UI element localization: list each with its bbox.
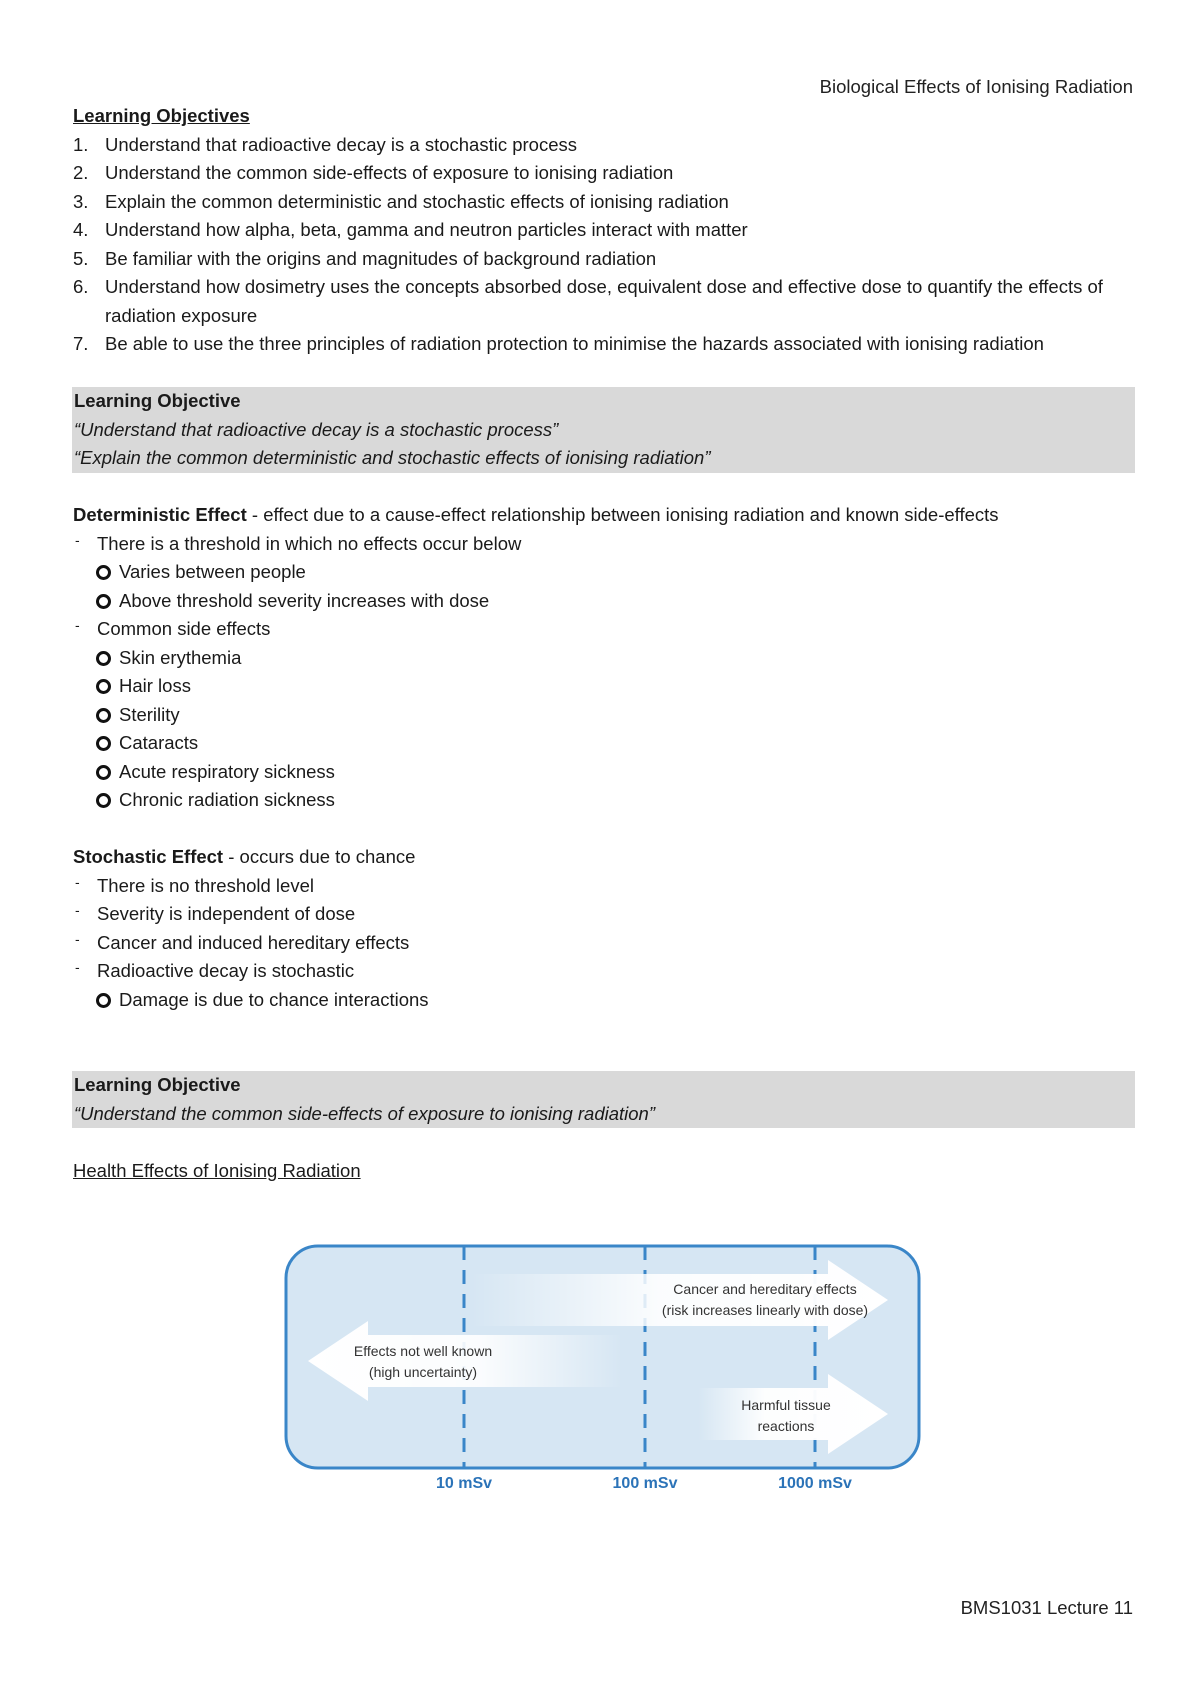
tick-label-100: 100 mSv (612, 1475, 678, 1492)
arrow-tissue-label-1: Harmful tissue (741, 1397, 831, 1413)
list-item: Sterility (73, 701, 1136, 730)
list-item: - There is a threshold in which no effects occur below (75, 531, 522, 554)
list-item: Damage is due to chance interactions (73, 986, 1136, 1015)
learning-objective-box-1 (72, 387, 1135, 473)
running-header: Biological Effects of Ionising Radiation (819, 76, 1133, 97)
stochastic-definition: Stochastic Effect - occurs due to chance (73, 846, 416, 867)
list-item: Hair loss (73, 672, 1136, 701)
list-item: Skin erythemia (73, 644, 1136, 673)
objectives-heading: Learning Objectives (73, 105, 250, 126)
box1-heading: Learning Objective (74, 390, 241, 411)
health-effects-heading: Health Effects of Ionising Radiation (73, 1159, 361, 1181)
tick-label-1000: 1000 mSv (778, 1475, 852, 1492)
list-item: - There is no threshold level (75, 873, 314, 896)
list-item: Varies between people (73, 558, 1136, 587)
list-item: Above threshold severity increases with dose (73, 587, 1136, 616)
list-item: - Severity is independent of dose (75, 902, 356, 924)
arrow-cancer-label-1: Cancer and hereditary effects (673, 1281, 857, 1297)
objective-item: 7. Be able to use the three principles of radiation protection to minimise the hazards associated with ionising radiation (73, 333, 1044, 354)
arrow-tissue-label-2: reactions (757, 1418, 815, 1434)
arrow-unknown-label-2: (high uncertainty) (368, 1364, 478, 1380)
objective-item: 1. Understand that radioactive decay is a stochastic process (73, 133, 577, 155)
arrow-cancer-label-2: (risk increases linearly with dose) (661, 1302, 869, 1318)
objective-item: 2. Understand the common side-effects of exposure to ionising radiation (73, 162, 674, 183)
box2-heading: Learning Objective (74, 1074, 241, 1095)
box1-quote-1: “Understand that radioactive decay is a stochastic process” (74, 418, 559, 440)
running-footer: BMS1031 Lecture 11 (960, 1597, 1133, 1618)
objective-item: 5. Be familiar with the origins and magnitudes of background radiation (73, 247, 657, 269)
list-item: Cataracts (73, 729, 1136, 758)
objective-item: 4. Understand how alpha, beta, gamma and neutron particles interact with matter (73, 219, 748, 240)
list-item: - Cancer and induced hereditary effects (75, 930, 410, 953)
box1-quote-2: “Explain the common deterministic and stochastic effects of ionising radiation” (74, 447, 711, 468)
box2-quote-1: “Understand the common side-effects of exposure to ionising radiation” (74, 1102, 655, 1124)
tick-label-10: 10 mSv (435, 1475, 493, 1492)
content (73, 102, 1136, 1185)
deterministic-definition: Deterministic Effect - effect due to a cause-effect relationship between ionising radiation and known side-effects (73, 504, 999, 525)
list-item: - Radioactive decay is stochastic (75, 959, 355, 981)
arrow-unknown-label-1: Effects not well known (353, 1343, 493, 1359)
objective-item: 6. Understand how dosimetry uses the concepts absorbed dose, equivalent dose and effective dose to quantify the effects of radiation exposure (73, 276, 1103, 326)
objective-item: 3. Explain the common deterministic and stochastic effects of ionising radiation (73, 190, 729, 212)
list-item: - Common side effects (75, 617, 271, 639)
learning-objective-box-2 (72, 1071, 1135, 1128)
list-item: Acute respiratory sickness (73, 758, 1136, 787)
dose-effects-diagram (283, 1243, 923, 1503)
objectives-list (73, 131, 1136, 359)
list-item: Chronic radiation sickness (73, 786, 1136, 815)
